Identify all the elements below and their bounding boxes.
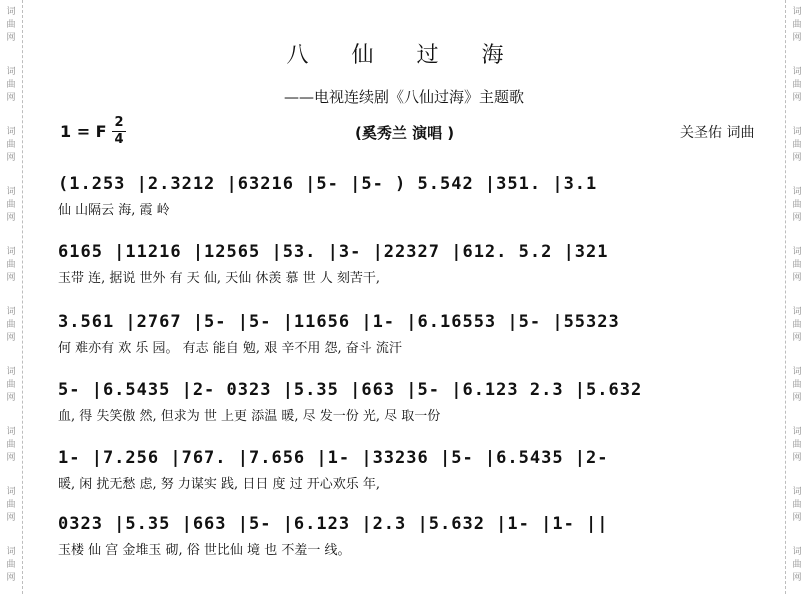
watermark-char: 词 [6, 547, 16, 557]
watermark-char: 词 [792, 307, 802, 317]
watermark-char: 曲 [6, 380, 16, 390]
watermark-char: 网 [6, 393, 16, 403]
watermark-char: 网 [792, 153, 802, 163]
score-notes: 3.561 |2767 |5- |5- |11656 |1- |6.16553 |5- |55323 [58, 312, 620, 332]
watermark-char: 曲 [6, 560, 16, 570]
watermark-char: 网 [6, 273, 16, 283]
watermark-char: 词 [792, 7, 802, 17]
watermark-char: 词 [6, 67, 16, 77]
score-lyrics: 暖, 闲 扰无愁 虑, 努 力谋实 践, 日日 度 过 开心欢乐 年, [58, 477, 380, 492]
watermark-char: 网 [792, 573, 802, 583]
watermark-char: 曲 [792, 140, 802, 150]
score-notes: 5- |6.5435 |2- 0323 |5.35 |663 |5- |6.123 2.3 |5.632 [58, 380, 643, 400]
watermark-char: 网 [792, 453, 802, 463]
watermark-char: 曲 [792, 320, 802, 330]
watermark-char: 曲 [792, 80, 802, 90]
watermark-char: 网 [6, 333, 16, 343]
watermark-char: 网 [792, 513, 802, 523]
watermark-char: 曲 [792, 200, 802, 210]
singer-credit: (奚秀兰 演唱 ) [355, 124, 455, 142]
watermark-char: 网 [792, 273, 802, 283]
score-notes: 0323 |5.35 |663 |5- |6.123 |2.3 |5.632 |1- |1- || [58, 514, 609, 534]
watermark-char: 曲 [6, 320, 16, 330]
watermark-char: 词 [792, 247, 802, 257]
key-signature: 1 = F [60, 122, 107, 141]
time-signature-bottom: 4 [114, 132, 124, 147]
score-notes: (1.253 |2.3212 |63216 |5- |5- ) 5.542 |351. |3.1 [58, 174, 598, 194]
time-signature-top: 2 [114, 115, 124, 130]
watermark-char: 网 [6, 573, 16, 583]
watermark-char: 词 [792, 487, 802, 497]
score-lyrics: 玉带 连, 据说 世外 有 天 仙, 天仙 休羡 慕 世 人 刻苦干, [58, 271, 380, 286]
watermark-char: 词 [6, 307, 16, 317]
time-signature [112, 116, 126, 147]
watermark-char: 词 [792, 67, 802, 77]
score-lyrics: 玉楼 仙 宫 金堆玉 砌, 俗 世比仙 境 也 不羞一 线。 [58, 543, 351, 558]
watermark-char: 曲 [6, 140, 16, 150]
watermark-char: 词 [792, 187, 802, 197]
watermark-char: 网 [6, 453, 16, 463]
watermark-char: 曲 [6, 20, 16, 30]
watermark-char: 词 [6, 367, 16, 377]
score-lyrics: 血, 得 失笑傲 然, 但求为 世 上更 添温 暖, 尽 发一份 光, 尽 取一份 [58, 409, 441, 424]
watermark-char: 网 [6, 33, 16, 43]
watermark-char: 网 [6, 153, 16, 163]
watermark-char: 曲 [6, 260, 16, 270]
watermark-char: 词 [792, 547, 802, 557]
watermark-char: 网 [792, 213, 802, 223]
watermark-char: 网 [6, 513, 16, 523]
score-lyrics: 仙 山隔云 海, 霞 岭 [58, 203, 170, 218]
watermark-char: 词 [6, 247, 16, 257]
song-subtitle: ——电视连续剧《八仙过海》主题歌 [283, 88, 524, 106]
watermark-char: 曲 [792, 260, 802, 270]
score-lyrics: 何 难亦有 欢 乐 园。 有志 能自 勉, 艰 辛不用 怨, 奋斗 流汗 [58, 341, 402, 356]
watermark-char: 词 [792, 367, 802, 377]
watermark-char: 词 [6, 7, 16, 17]
watermark-char: 词 [6, 487, 16, 497]
watermark-char: 网 [792, 333, 802, 343]
watermark-char: 词 [792, 427, 802, 437]
watermark-char: 词 [6, 427, 16, 437]
watermark-char: 曲 [6, 440, 16, 450]
composer-credit: 关圣佑 词曲 [680, 125, 755, 141]
watermark-char: 曲 [6, 80, 16, 90]
watermark-char: 网 [792, 33, 802, 43]
watermark-char: 网 [6, 93, 16, 103]
watermark-char: 词 [6, 127, 16, 137]
watermark-char: 曲 [792, 560, 802, 570]
watermark-char: 词 [792, 127, 802, 137]
watermark-char: 网 [792, 393, 802, 403]
watermark-char: 曲 [792, 440, 802, 450]
watermark-char: 曲 [6, 200, 16, 210]
score-notes: 6165 |11216 |12565 |53. |3- |22327 |612. 5.2 |321 [58, 242, 609, 262]
watermark-char: 网 [6, 213, 16, 223]
watermark-char: 曲 [792, 380, 802, 390]
score-notes: 1- |7.256 |767. |7.656 |1- |33236 |5- |6.5435 |2- [58, 448, 609, 468]
song-title: 八 仙 过 海 [286, 43, 522, 68]
watermark-char: 曲 [792, 20, 802, 30]
watermark-char: 曲 [792, 500, 802, 510]
watermark-char: 曲 [6, 500, 16, 510]
watermark-char: 词 [6, 187, 16, 197]
watermark-char: 网 [792, 93, 802, 103]
